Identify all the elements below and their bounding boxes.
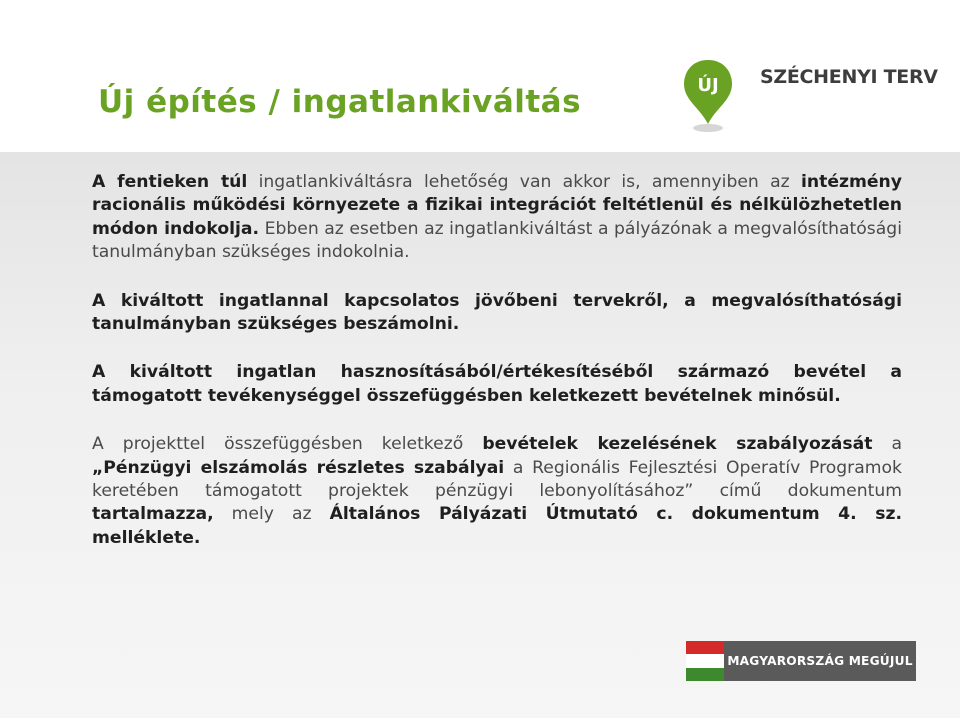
flag-stripe-red xyxy=(686,641,724,654)
flag-stripe-white xyxy=(686,654,724,667)
logo-wordmark: SZÉCHENYI TERV xyxy=(760,66,938,88)
p4-bold-d: Általános Pályázati Útmutató c. dokumentum 4. sz. melléklete. xyxy=(92,504,902,548)
szechenyi-terv-logo xyxy=(684,56,938,136)
p4-text-b: a xyxy=(872,434,903,455)
logo-mark-icon xyxy=(684,56,764,136)
p4-text-a: A projekttel összefüggésben keletkező xyxy=(92,434,483,455)
p4-bold-a: bevételek kezelésének szabályozását xyxy=(482,434,873,455)
flag-stripe-green xyxy=(686,668,724,681)
p1-text-b: Ebben az esetben az ingatlankiváltást a pályázónak a megvalósíthatósági tanulmányban szükséges indokolnia. xyxy=(92,218,902,263)
magyarorszag-megujul-badge xyxy=(686,641,916,681)
p4-text-d: mely az xyxy=(213,504,330,525)
paragraph-2: A kiváltott ingatlannal kapcsolatos jövőbeni tervekről, a megvalósíthatósági tanulmányban szükséges beszámolni. xyxy=(92,290,902,335)
paragraph-1 xyxy=(92,171,902,265)
logo-mark-text: ÚJ xyxy=(697,75,719,96)
p4-bold-b: „Pénzügyi elszámolás részletes szabályai xyxy=(92,457,505,478)
hungarian-flag-icon xyxy=(686,641,724,681)
p4-bold-c: tartalmazza, xyxy=(92,504,214,525)
p1-text-a: ingatlankiváltásra lehetőség van akkor is, amennyiben az xyxy=(247,172,801,192)
p1-bold-lead: A fentieken túl xyxy=(92,172,248,192)
slide-body xyxy=(92,171,902,575)
p1-bold-mid: intézmény racionális működési környezete a fizikai integrációt feltétlenül és nélkülözhetetlen módon indokolja. xyxy=(92,172,902,239)
p4-text-c: a Regionális Fejlesztési Operatív Programok keretében támogatott projektek pénzügyi lebonyolításához” című dokumentum xyxy=(92,457,902,502)
paragraph-4 xyxy=(92,433,902,550)
slide-title: Új építés / ingatlankiváltás xyxy=(98,84,582,120)
badge-label: MAGYARORSZÁG MEGÚJUL xyxy=(724,641,916,681)
paragraph-3: A kiváltott ingatlan hasznosításából/értékesítéséből származó bevétel a támogatott tevékenységgel összefüggésben keletkezett bevételnek minősül. xyxy=(92,362,902,406)
